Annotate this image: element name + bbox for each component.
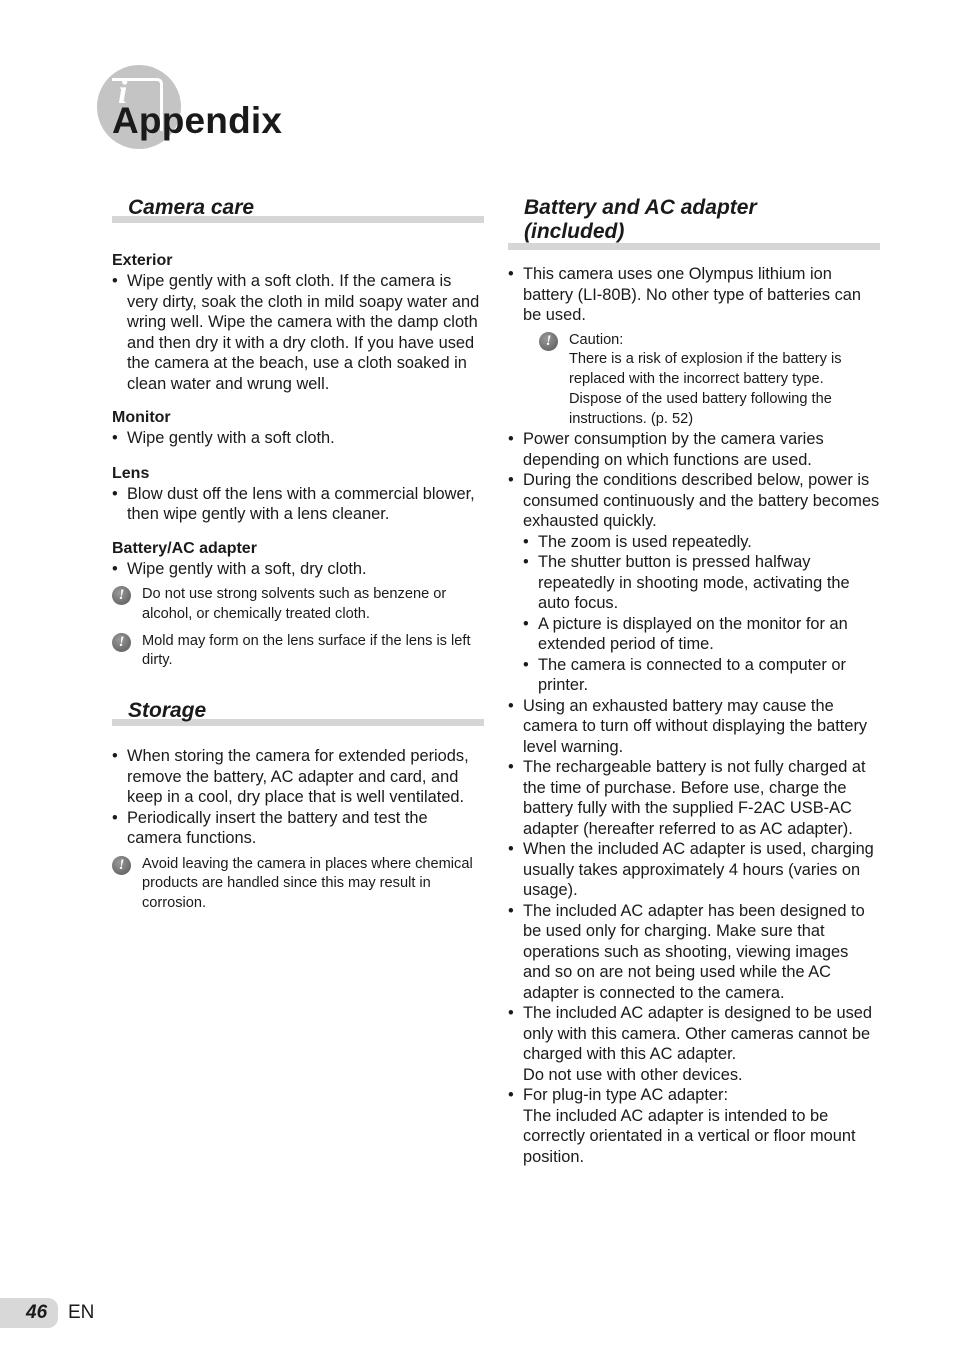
caution-label: Caution:: [569, 331, 624, 348]
warning-icon: !: [112, 586, 131, 605]
warning-icon: !: [112, 856, 131, 875]
page-number: 46: [26, 1302, 48, 1323]
page-header: [0, 0, 954, 160]
list-item: • The included AC adapter has been designed to be used only for charging. Make sure that operations such as shooting, viewing images and so on are not being used while the AC adapter is connected to the camera.: [508, 901, 865, 1002]
list-item: • Using an exhausted battery may cause the camera to turn off without displaying the battery level warning.: [508, 696, 868, 756]
list-item: • For plug-in type AC adapter: The included AC adapter is intended to be correctly orientated in a vertical or floor mount position.: [508, 1086, 856, 1166]
warning-note: ! Do not use strong solvents such as benzene or alcohol, or chemically treated cloth.: [112, 585, 484, 625]
monitor-list: [112, 428, 484, 449]
language-code: EN: [68, 1302, 95, 1323]
section-rule: [508, 243, 880, 250]
battery-ac-list: [508, 264, 880, 326]
subhead-lens: Lens: [112, 464, 150, 482]
list-item: • Power consumption by the camera varies depending on which functions are used.: [508, 430, 824, 469]
warning-note: ! Avoid leaving the camera in places where chemical products are handled since this may result in corrosion.: [112, 855, 484, 914]
sub-list-item: • A picture is displayed on the monitor for an extended period of time.: [523, 614, 848, 654]
list-item: • This camera uses one Olympus lithium ion battery (LI-80B). No other type of batteries can be used.: [508, 265, 862, 324]
section-header-battery-ac: [508, 196, 880, 250]
condition-sublist: [523, 532, 880, 696]
section-title: Storage: [128, 699, 207, 723]
sub-list-item: • The shutter button is pressed halfway repeatedly in shooting mode, activating the auto focus.: [523, 553, 850, 613]
info-icon: i: [118, 74, 128, 111]
list-item: • When the included AC adapter is used, charging usually takes approximately 4 hours (varies on usage).: [508, 840, 874, 900]
list-item: • When storing the camera for extended periods, remove the battery, AC adapter and card, and keep in a cool, dry place that is well ventilated.: [112, 747, 469, 807]
battery-ac-list-2: [508, 429, 880, 1167]
warning-icon: !: [112, 633, 131, 652]
subhead-battery: Battery/AC adapter: [112, 539, 257, 557]
list-item: • Wipe gently with a soft cloth.: [112, 429, 335, 447]
section-title-line2: (included): [524, 220, 625, 243]
list-item: • Blow dust off the lens with a commercial blower, then wipe gently with a lens cleaner.: [112, 484, 475, 523]
battery-list: [112, 559, 484, 580]
section-title: Camera care: [128, 196, 255, 219]
left-column: [112, 196, 484, 914]
section-header-camera-care: [112, 196, 484, 223]
caution-note: [539, 331, 880, 430]
subhead-monitor: Monitor: [112, 409, 171, 426]
sub-list-item: • The zoom is used repeatedly.: [523, 532, 752, 551]
list-item: • The rechargeable battery is not fully charged at the time of purchase. Before use, charge the battery fully with the supplied F-2AC USB-AC adapter (hereafter referred to as AC adapter).: [508, 758, 866, 838]
list-item: • During the conditions described below, power is consumed continuously and the battery becomes exhausted quickly. • The zoom is used repeatedly. • The shutter button is pressed halfway repeatedly in shooting mode, activating the auto focus. • A picture is displayed on the monitor for an extended period of time. • The camera is connected to a computer or printer.: [508, 471, 880, 695]
warning-note: ! Mold may form on the lens surface if the lens is left dirty.: [112, 632, 484, 672]
warning-icon: !: [539, 332, 558, 351]
exterior-list: [112, 271, 484, 394]
list-item: • Periodically insert the battery and test the camera functions.: [112, 808, 428, 848]
section-header-storage: [112, 699, 484, 726]
right-column: [508, 196, 880, 1167]
page-title: Appendix: [112, 100, 283, 141]
caution-text: There is a risk of explosion if the battery is replaced with the incorrect battery type. Dispose of the used battery following the instructions. (p. 52): [569, 351, 842, 427]
section-title-line1: Battery and AC adapter: [524, 196, 757, 219]
list-item: • Wipe gently with a soft, dry cloth.: [112, 559, 367, 578]
list-item: • The included AC adapter is designed to be used only with this camera. Other cameras cannot be charged with this AC adapter. Do not use with other devices.: [508, 1004, 872, 1084]
lens-list: [112, 484, 484, 525]
storage-list: [112, 746, 484, 849]
sub-list-item: • The camera is connected to a computer or printer.: [523, 655, 846, 695]
list-item: • Wipe gently with a soft cloth. If the camera is very dirty, soak the cloth in mild soapy water and wring well. Wipe the camera with the damp cloth and then dry it with a dry cloth. If you have used the camera at the beach, use a cloth soaked in clean water and wrung well.: [112, 272, 480, 393]
subhead-exterior: Exterior: [112, 252, 173, 269]
